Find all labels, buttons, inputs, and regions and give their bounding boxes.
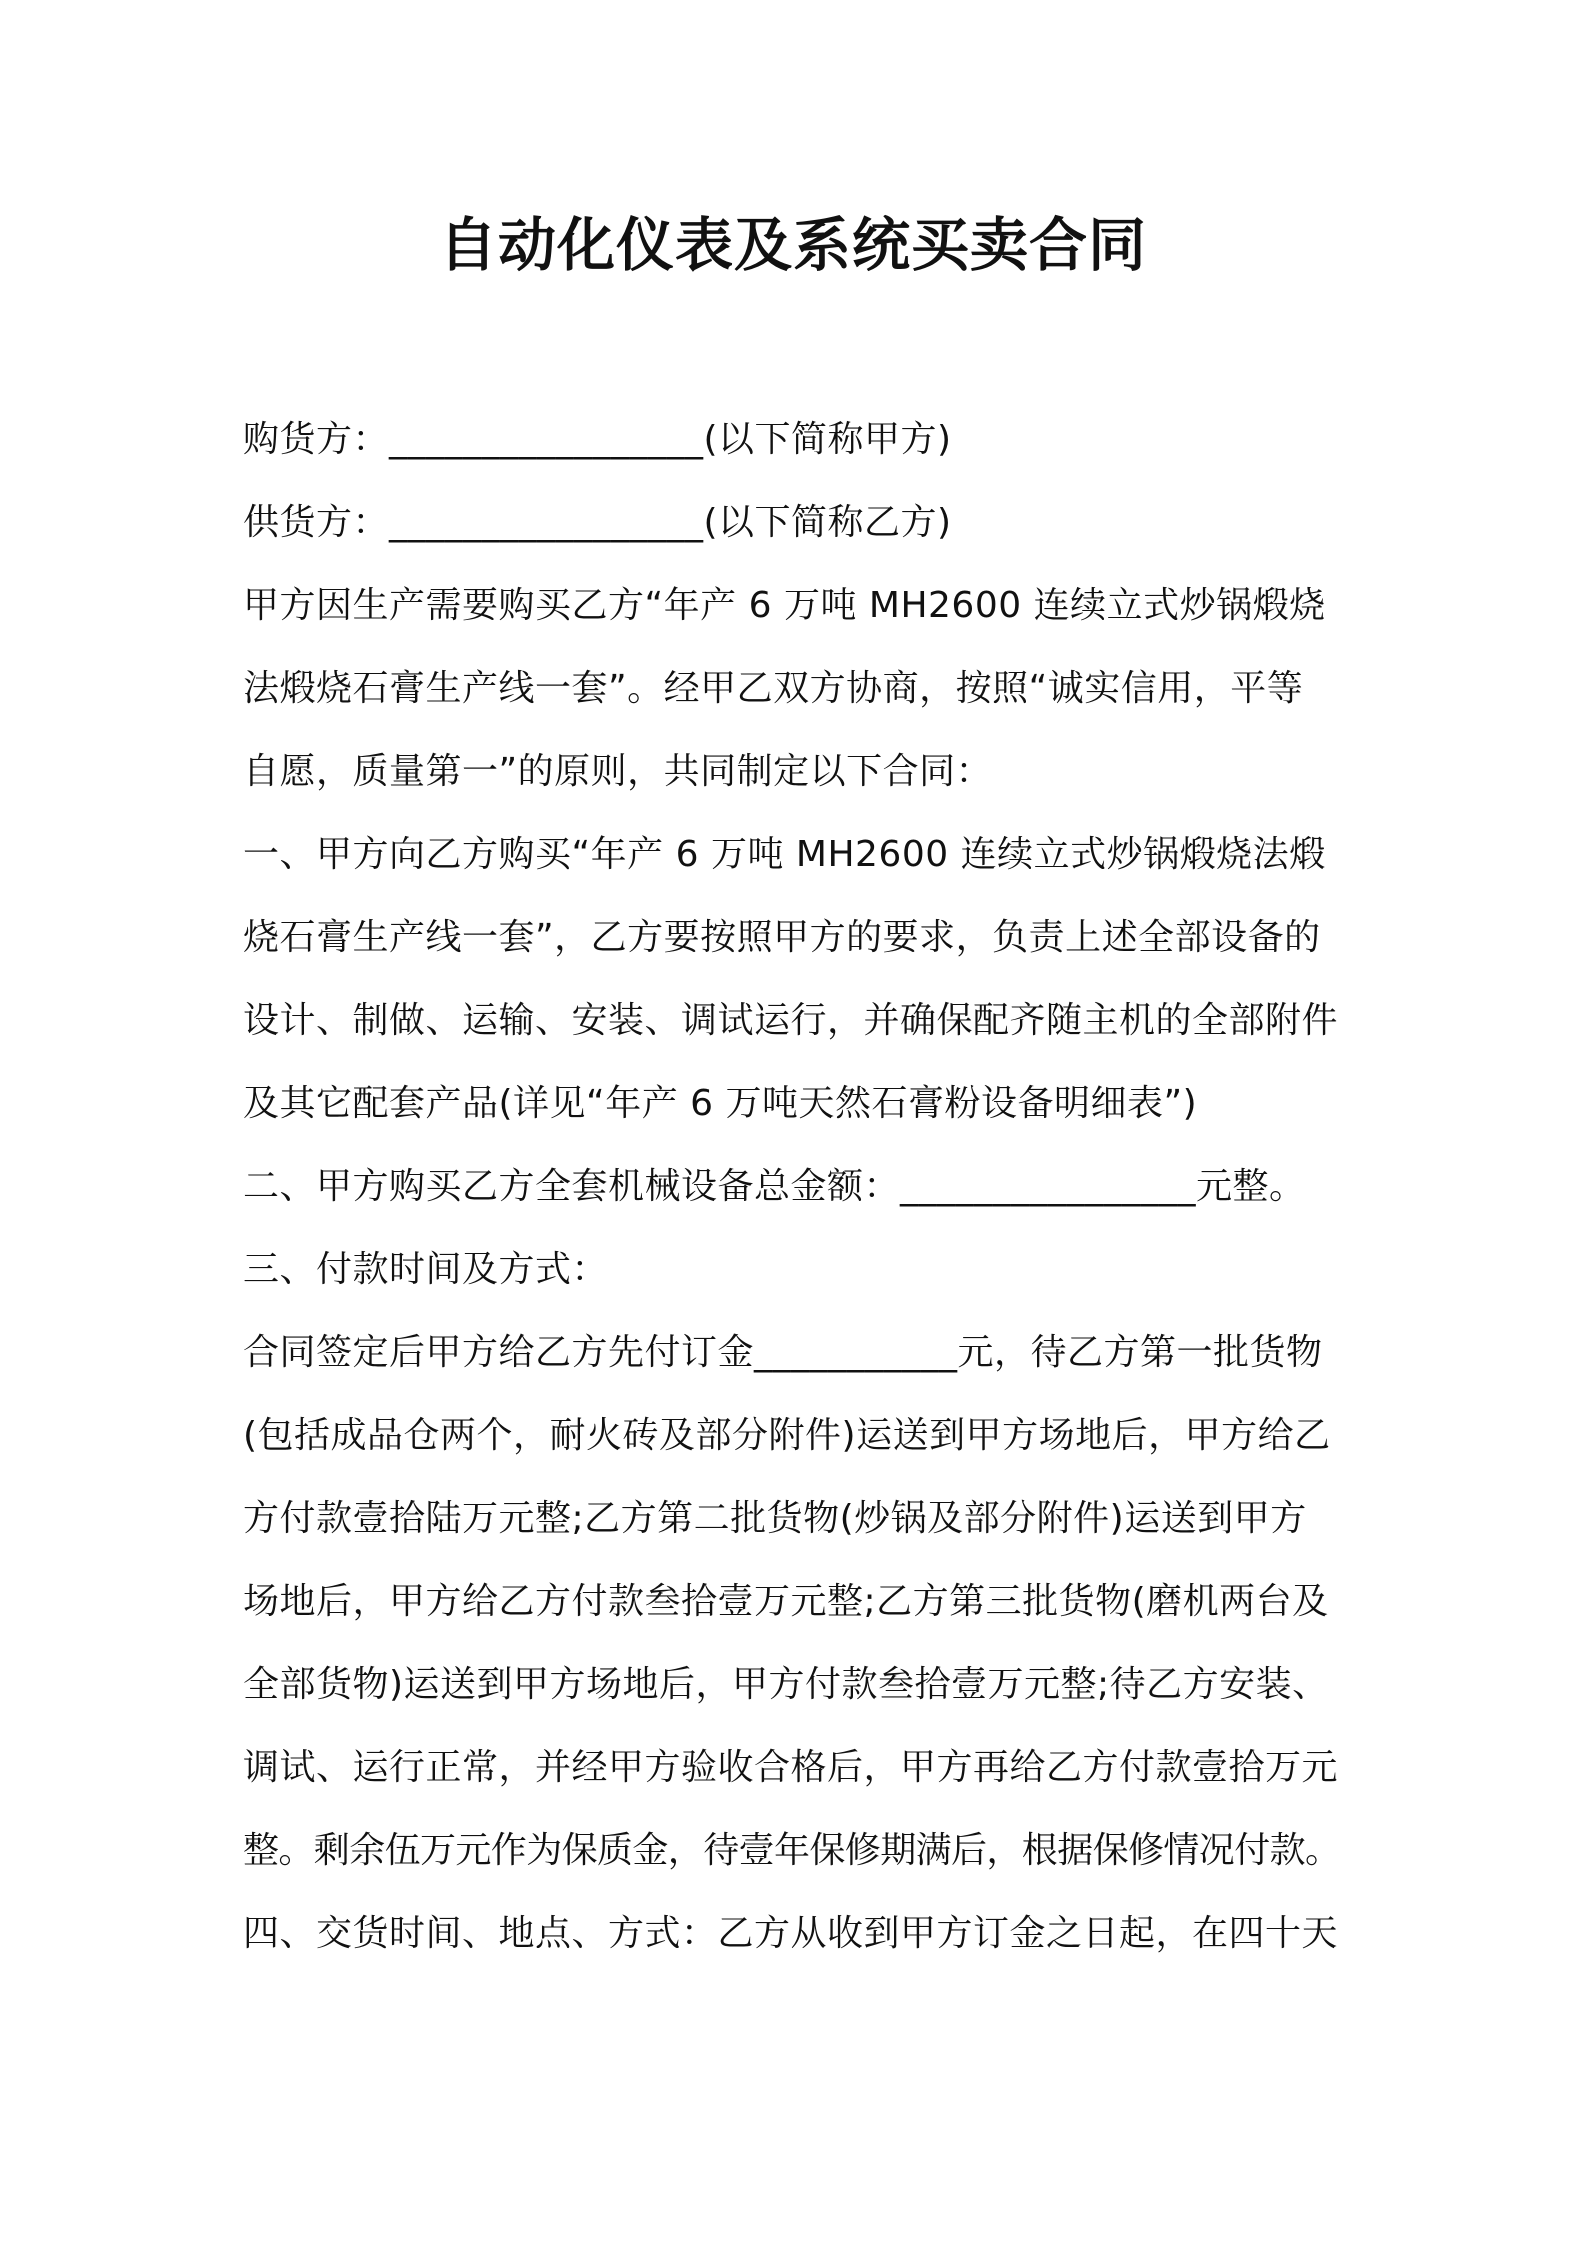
- document-title: 自动化仪表及系统买卖合同: [438, 211, 1147, 279]
- clause-line: 及其它配套产品(详见“年产 6 万吨天然石膏粉设备明细表”): [243, 1083, 1198, 1124]
- clause-line: 场地后，甲方给乙方付款叁拾壹万元整;乙方第三批货物(磨机两台及: [243, 1581, 1329, 1622]
- clause-line: 方付款壹拾陆万元整;乙方第二批货物(炒锅及部分附件)运送到甲方: [243, 1498, 1307, 1539]
- clause-line: 二、甲方购买乙方全套机械设备总金额：________________元整。: [243, 1166, 1306, 1207]
- supplier-line: 供货方：_________________(以下简称乙方): [243, 502, 952, 543]
- buyer-line: 购货方：_________________(以下简称甲方): [243, 419, 952, 460]
- clause-line: 三、付款时间及方式：: [243, 1249, 609, 1290]
- clause-line: 四、交货时间、地点、方式：乙方从收到甲方订金之日起，在四十天: [243, 1913, 1339, 1954]
- clause-line: 一、甲方向乙方购买“年产 6 万吨 MH2600 连续立式炒锅煅烧法煅: [243, 834, 1326, 875]
- clause-line: (包括成品仓两个，耐火砖及部分附件)运送到甲方场地后，甲方给乙: [243, 1415, 1331, 1456]
- document-body: [243, 398, 1353, 1975]
- paragraph-line: 自愿，质量第一”的原则，共同制定以下合同：: [243, 751, 993, 792]
- clause-line: 全部货物)运送到甲方场地后，甲方付款叁拾壹万元整;待乙方安装、: [243, 1664, 1329, 1705]
- paragraph-line: 甲方因生产需要购买乙方“年产 6 万吨 MH2600 连续立式炒锅煅烧: [243, 585, 1326, 626]
- clause-line: 设计、制做、运输、安装、调试运行，并确保配齐随主机的全部附件: [243, 1000, 1339, 1041]
- paragraph-line: 法煅烧石膏生产线一套”。经甲乙双方协商，按照“诚实信用，平等: [243, 668, 1304, 709]
- clause-line: 合同签定后甲方给乙方先付订金___________元，待乙方第一批货物: [243, 1332, 1323, 1373]
- clause-line: 调试、运行正常，并经甲方验收合格后，甲方再给乙方付款壹拾万元: [243, 1747, 1339, 1788]
- clause-line: 整。剩余伍万元作为保质金，待壹年保修期满后，根据保修情况付款。: [243, 1830, 1341, 1871]
- clause-line: 烧石膏生产线一套”，乙方要按照甲方的要求，负责上述全部设备的: [243, 917, 1321, 958]
